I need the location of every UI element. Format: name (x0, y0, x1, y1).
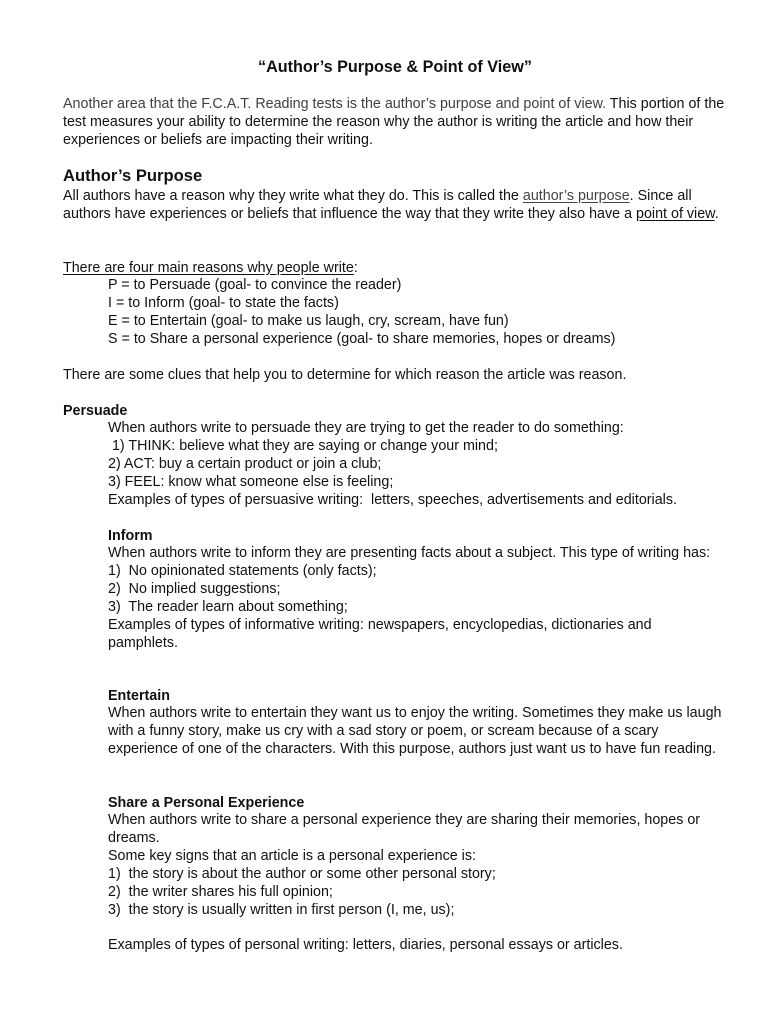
ap-text-mid: . Since all authors have experiences or beliefs that influence the way that they write they also have a (63, 188, 692, 222)
reason-item-inform: I = to Inform (goal- to state the facts) (108, 295, 339, 311)
share-section (108, 811, 723, 919)
share-heading: Share a Personal Experience (108, 795, 305, 811)
authors-purpose-heading: Author’s Purpose (63, 166, 203, 185)
reasons-heading-text: There are four main reasons why people write (63, 260, 354, 276)
inform-intro: When authors write to inform they are presenting facts about a subject. This type of writing has: (108, 545, 711, 561)
reasons-heading-colon: : (353, 260, 358, 276)
persuade-item-act: 2) ACT: buy a certain product or join a club; (108, 456, 382, 472)
ap-text-before: All authors have a reason why they write what they do. This is called the (63, 188, 523, 204)
ap-text-end: . (714, 206, 719, 222)
inform-examples: Examples of types of informative writing: newspapers, encyclopedias, dictionaries and pamphlets. (108, 617, 652, 651)
persuade-examples: Examples of types of persuasive writing: letters, speeches, advertisements and editorials. (108, 492, 677, 508)
share-item-3: 3) the story is usually written in first person (I, me, us); (108, 902, 455, 918)
entertain-section (108, 704, 723, 758)
share-examples: Examples of types of personal writing: letters, diaries, personal essays or articles. (108, 937, 623, 953)
share-intro: When authors write to share a personal experience they are sharing their memories, hopes or dreams. (108, 812, 701, 846)
reason-item-persuade: P = to Persuade (goal- to convince the reader) (108, 277, 402, 293)
inform-heading: Inform (108, 528, 153, 544)
entertain-heading: Entertain (108, 688, 170, 704)
persuade-item-think: 1) THINK: believe what they are saying or change your mind; (108, 438, 498, 454)
intro-paragraph (63, 95, 731, 149)
persuade-heading: Persuade (63, 403, 128, 419)
share-item-2: 2) the writer shares his full opinion; (108, 884, 333, 900)
term-point-of-view: point of view (636, 206, 715, 222)
term-authors-purpose: author’s purpose (522, 188, 630, 204)
inform-item-3: 3) The reader learn about something; (108, 599, 348, 615)
share-signs: Some key signs that an article is a personal experience is: (108, 848, 476, 864)
reason-item-share: S = to Share a personal experience (goal- to share memories, hopes or dreams) (108, 331, 616, 347)
persuade-item-feel: 3) FEEL: know what someone else is feeling; (108, 474, 394, 490)
entertain-body: When authors write to entertain they want us to enjoy the writing. Sometimes they make us laugh with a funny story, make us cry with a sad story or poem, or scream because of a scary experience of one of the characters. With this purpose, authors just want us to have fun reading. (108, 705, 722, 757)
persuade-section (108, 419, 723, 509)
share-item-1: 1) the story is about the author or some other personal story; (108, 866, 496, 882)
clues-paragraph: There are some clues that help you to determine for which reason the article was reason. (63, 367, 627, 383)
inform-item-1: 1) No opinionated statements (only facts); (108, 563, 377, 579)
authors-purpose-paragraph (63, 187, 731, 223)
inform-section (108, 544, 723, 652)
inform-item-2: 2) No implied suggestions; (108, 581, 281, 597)
page-title: “Author’s Purpose & Point of View” (257, 58, 532, 76)
reason-item-entertain: E = to Entertain (goal- to make us laugh, cry, scream, have fun) (108, 313, 509, 329)
persuade-intro: When authors write to persuade they are trying to get the reader to do something: (108, 420, 624, 436)
intro-lead: Another area that the F.C.A.T. Reading tests is the author’s purpose and point of view. (63, 96, 607, 112)
reasons-heading (63, 259, 731, 277)
intro-rest: This portion of the test measures your ability to determine the reason why the author is writing the article and how their experiences or beliefs are impacting their writing. (63, 96, 725, 148)
